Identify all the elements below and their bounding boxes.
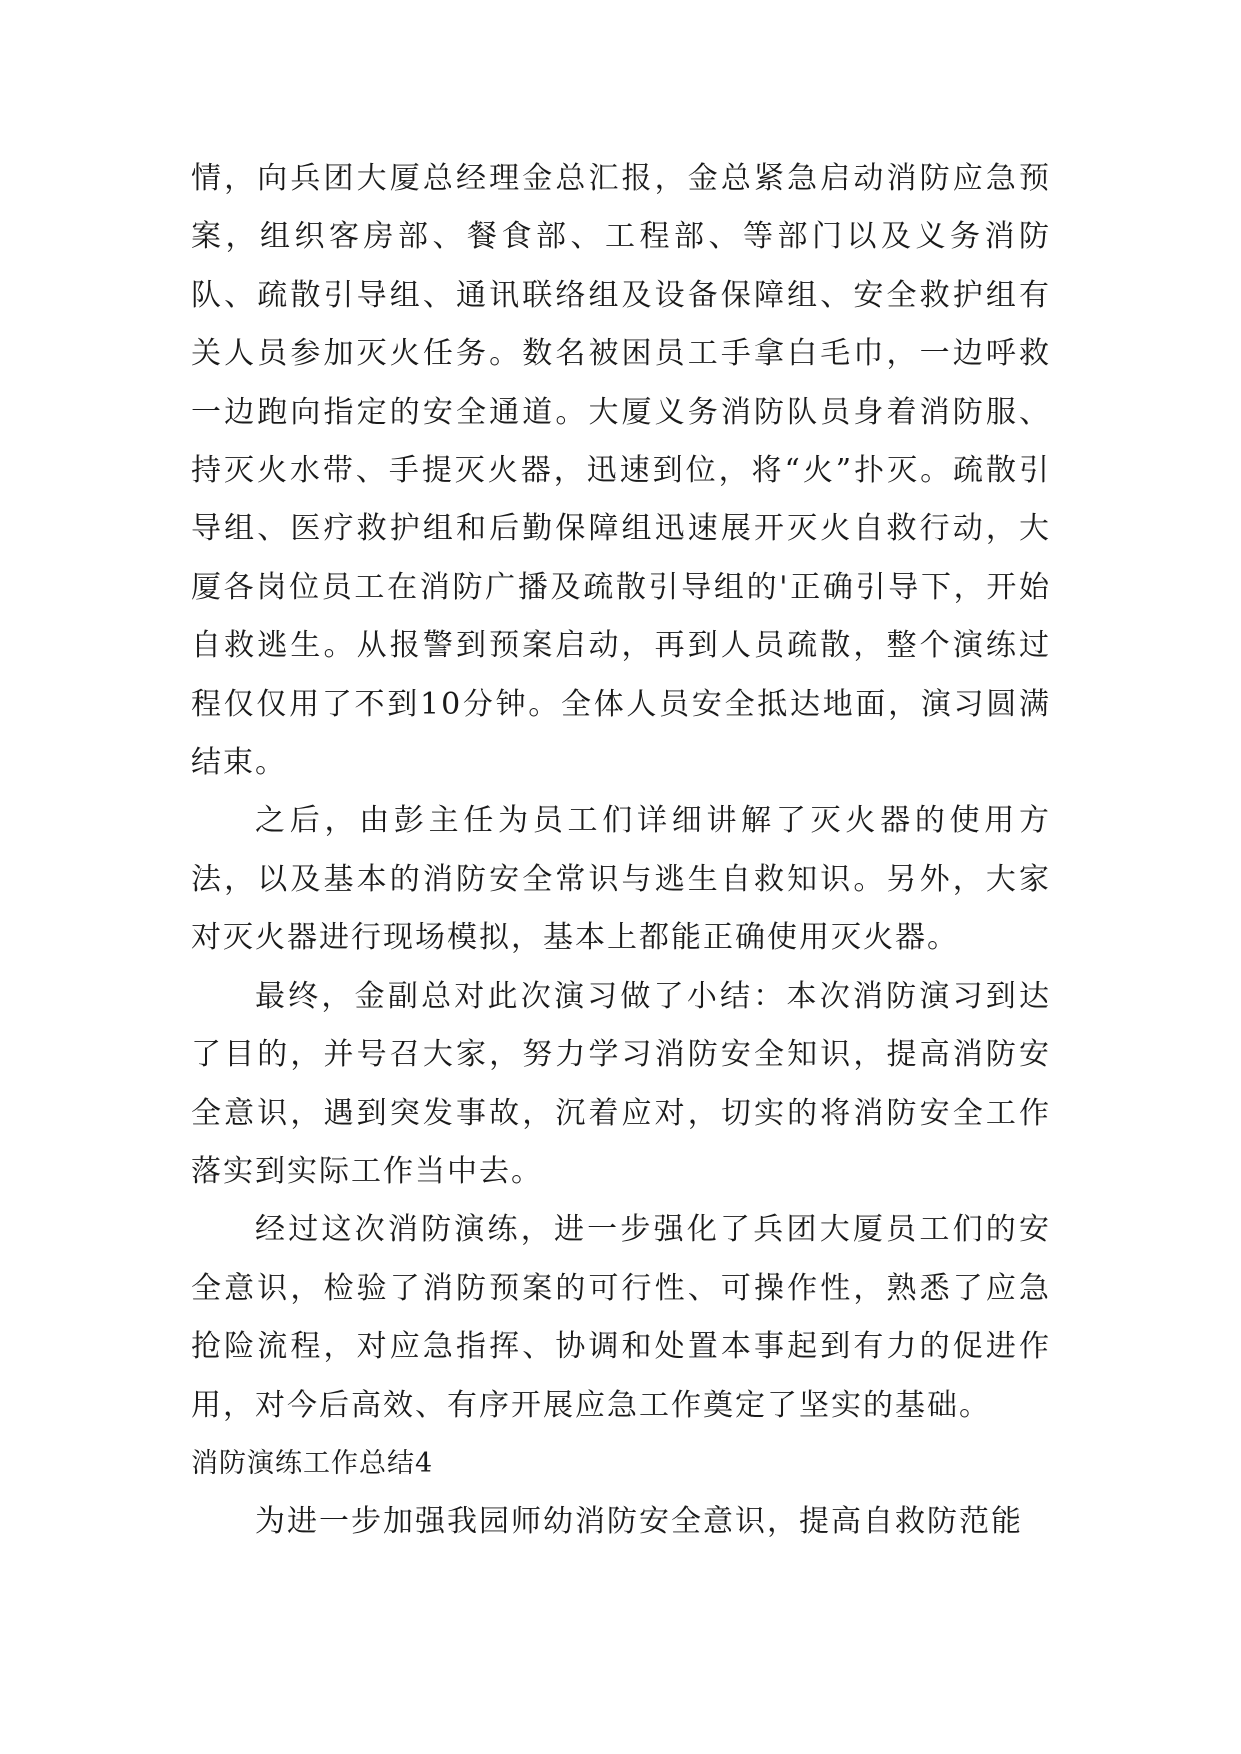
paragraph-1: 情，向兵团大厦总经理金总汇报，金总紧急启动消防应急预案，组织客房部、餐食部、工程部、等部门以及义务消防队、疏散引导组、通讯联络组及设备保障组、安全救护组有关人员参加灭火任务。数名被困员工手拿白毛巾，一边呼救一边跑向指定的安全通道。大厦义务消防队员身着消防服、持灭火水带、手提灭火器，迅速到位，将“火”扑灭。疏散引导组、医疗救护组和后勤保障组迅速展开灭火自救行动，大厦各岗位员工在消防广播及疏散引导组的'正确引导下，开始自救逃生。从报警到预案启动，再到人员疏散，整个演练过程仅仅用了不到10分钟。全体人员安全抵达地面，演习圆满结束。 <box>191 161 1051 781</box>
paragraph-5: 为进一步加强我园师幼消防安全意识，提高自救防范能 <box>255 1504 1023 1540</box>
paragraph-2: 之后，由彭主任为员工们详细讲解了灭火器的使用方法，以及基本的消防安全常识与逃生自救知识。另外，大家对灭火器进行现场模拟，基本上都能正确使用灭火器。 <box>191 803 1051 956</box>
paragraph-4: 经过这次消防演练，进一步强化了兵团大厦员工们的安全意识，检验了消防预案的可行性、可操作性，熟悉了应急抢险流程，对应急指挥、协调和处置本事起到有力的促进作用，对今后高效、有序开展应急工作奠定了坚实的基础。 <box>191 1212 1051 1423</box>
section-heading: 消防演练工作总结4 <box>191 1447 434 1479</box>
document-page <box>191 150 1051 1552</box>
paragraph-3: 最终，金副总对此次演习做了小结：本次消防演习到达了目的，并号召大家，努力学习消防安全知识，提高消防安全意识，遇到突发事故，沉着应对，切实的将消防安全工作落实到实际工作当中去。 <box>191 978 1051 1189</box>
